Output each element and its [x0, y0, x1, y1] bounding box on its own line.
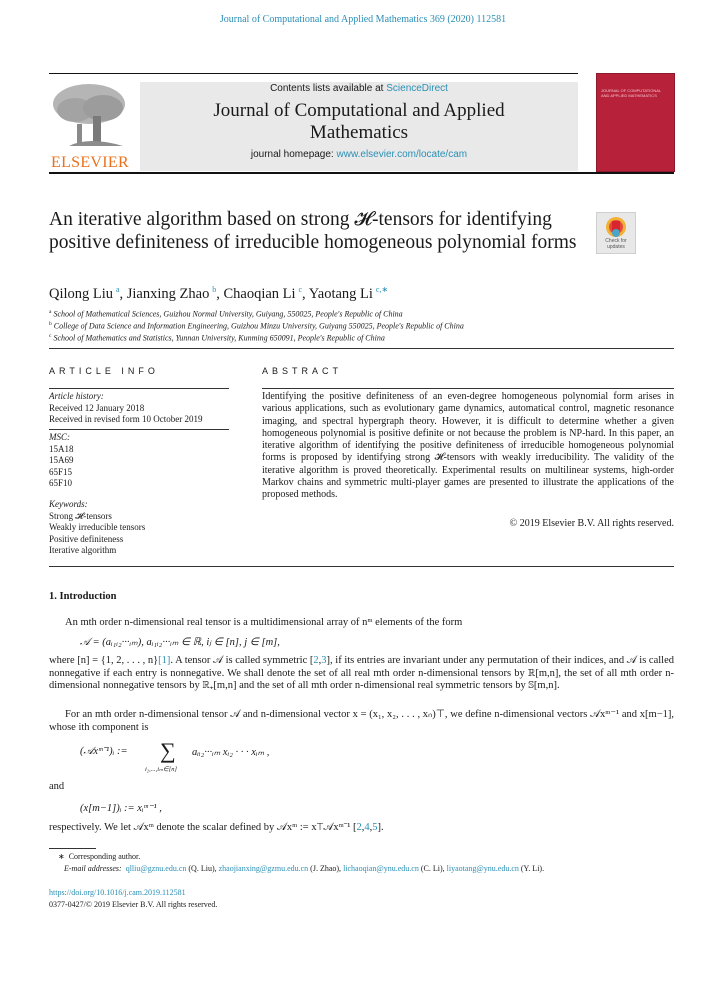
check-for-updates-button[interactable]	[596, 212, 636, 254]
article-info-rule	[49, 388, 229, 389]
equation-tensor-def: 𝒜 = (aᵢ₁ᵢ₂···ᵢₘ), aᵢ₁ᵢ₂···ᵢₘ ∈ ℝ, iⱼ ∈ [n], j ∈ [m],	[80, 637, 280, 648]
intro-paragraph-2: where [n] = {1, 2, . . . , n}[1]. A tensor 𝒜 is called symmetric [2,3], if its entries are invariant under any permutation of their indices, and 𝒜 is called nonnegative if each entry is nonnegative. We shall denote the set of all real mth order n-dimensional tensors by ℝ[m,n], the set of all mth order n-dimensional nonnegative tensors by ℝ₊[m,n] and the set of all mth order n-dimensional real symmetric tensors by 𝕊[m,n].	[49, 655, 674, 692]
msc-code: 15A69	[49, 455, 74, 465]
email-addresses: E-mail addresses: qlliu@gznu.edu.cn (Q. Liu), zhaojianxing@gzmu.edu.cn (J. Zhao), lichaoqian@ynu.edu.cn (C. Li), liyaotang@ynu.edu.cn (Y. Li).	[64, 864, 545, 873]
received-date: Received 12 January 2018	[49, 402, 145, 413]
homepage-link[interactable]: www.elsevier.com/locate/cam	[336, 149, 468, 160]
keyword: Positive definiteness	[49, 533, 124, 544]
msc-code: 65F15	[49, 466, 73, 477]
author-affiliation-link[interactable]: a	[115, 285, 120, 294]
section-rule	[49, 348, 674, 349]
equation-x-power: (x[m−1])ᵢ := xᵢᵐ⁻¹ ,	[80, 803, 162, 814]
check-updates-icon	[605, 216, 627, 238]
author: Yaotang Li	[308, 285, 373, 302]
cover-title: JOURNAL OF COMPUTATIONAL AND APPLIED MATHEMATICS	[601, 88, 662, 98]
equation-ax-rhs: aᵢᵢ₂···ᵢₘ xᵢ₂ · · · xᵢₘ ,	[192, 747, 270, 758]
author-list: Qilong Liu $^a$, Jianxing Zhao $^b$, Chaoqian Li $^c$, Yaotang Li $^{c,∗}$	[49, 285, 389, 302]
paper-title: An iterative algorithm based on strong 𝓗-tensors for identifying positive definiteness of irreducible homogeneous polynomial forms	[49, 209, 577, 253]
email-link[interactable]: liyaotang@ynu.edu.cn	[446, 864, 519, 873]
article-history: Article history: Received 12 January 2018 Received in revised form 10 October 2019	[49, 391, 203, 424]
elsevier-wordmark: ELSEVIER	[51, 154, 129, 171]
keywords: Keywords: Strong 𝓗-tensors Weakly irreducible tensors Positive definiteness Iterative algorithm	[49, 499, 146, 555]
msc-code: 65F10	[49, 478, 73, 488]
citation-link[interactable]: 5	[372, 822, 378, 833]
affiliation: $^a$ School of Mathematical Sciences, Guizhou Normal University, Guiyang, 550025, People's Republic of China	[49, 309, 403, 319]
author-affiliation-link[interactable]: c	[298, 285, 303, 294]
homepage-line: journal homepage: www.elsevier.com/locate/cam	[250, 149, 468, 160]
doi-link[interactable]: https://doi.org/10.1016/j.cam.2019.112581	[49, 888, 186, 897]
citation-link[interactable]: [1]	[158, 655, 171, 666]
and-text: and	[49, 781, 65, 792]
section-heading-introduction: 1. Introduction	[49, 591, 117, 602]
front-matter-end-rule	[49, 566, 674, 567]
author: Chaoqian Li	[223, 285, 296, 302]
author: Jianxing Zhao	[126, 285, 210, 302]
citation-link[interactable]: 3	[321, 655, 327, 666]
author: Qilong Liu	[49, 285, 114, 302]
keyword: Strong 𝓗-tensors	[49, 510, 112, 521]
masthead-top-rule	[49, 73, 578, 74]
intro-paragraph-3: For an mth order n-dimensional tensor 𝒜 and n-dimensional vector x = (x₁, x₂, . . . , xₙ)⊤, we define n-dimensional vectors 𝒜xᵐ⁻¹ and x[m−1], whose ith component is	[49, 709, 674, 733]
affiliation: $^c$ School of Mathematics and Statistics, Yunnan University, Kunming 650091, People's Republic of China	[49, 333, 385, 343]
summation-symbol: ∑	[160, 738, 176, 763]
abstract-copyright: © 2019 Elsevier B.V. All rights reserved.	[509, 518, 674, 529]
summation-index: i₂,...,iₘ∈[n]	[145, 766, 178, 773]
revised-date: Received in revised form 10 October 2019	[49, 414, 203, 424]
keyword: Iterative algorithm	[49, 545, 117, 555]
keyword: Weakly irreducible tensors	[49, 522, 146, 532]
journal-banner	[140, 82, 578, 171]
msc-code: 15A18	[49, 443, 74, 454]
abstract-text: Identifying the positive definiteness of an even-degree homogeneous polynomial form arises in various applications, such as evolutionary game dynamics, automatical control, magnetic resonance imaging, and spectral hypergraph theory. However, it is difficult to determine whether a given homogeneous polynomial is positive definite or not because the problem is NP-hard. In this paper, an iterative algorithm of identifying the positive definiteness of irreducible homogeneous polynomial forms is proposed by identifying strong 𝓗-tensors with weakly irreducibility. The validity of the iterative algorithm is proved theoretically. Experimental results on multilinear systems, high-order Markov chains and symmetric multi-player games are presented to illustrate the applications of the proposed methods.	[262, 391, 674, 501]
contents-line: Contents lists available at ScienceDirect	[270, 83, 448, 94]
abstract-heading: ABSTRACT	[262, 366, 343, 376]
running-head: Journal of Computational and Applied Mathematics 369 (2020) 112581	[219, 14, 507, 25]
intro-paragraph-4: respectively. We let 𝒜xᵐ denote the scalar defined by 𝒜xᵐ := x⊤𝒜xᵐ⁻¹ [2,4,5].	[49, 822, 384, 833]
check-updates-label: Check for updates	[605, 238, 627, 250]
msc-codes: MSC: 15A18 15A69 65F15 65F10	[49, 432, 74, 488]
affiliation: $^b$ College of Data Science and Information Engineering, Guizhou Minzu University, Guiyang 550025, People's Republic of China	[49, 321, 464, 331]
article-info-heading: ARTICLE INFO	[49, 366, 159, 376]
issn-copyright: 0377-0427/© 2019 Elsevier B.V. All rights reserved.	[49, 900, 218, 909]
author-affiliation-link[interactable]: b	[212, 285, 217, 294]
footnote-rule	[49, 848, 96, 849]
email-link[interactable]: zhaojianxing@gzmu.edu.cn	[218, 864, 309, 873]
intro-paragraph-1: An mth order n-dimensional real tensor is a multidimensional array of nᵐ elements of the form	[65, 617, 463, 628]
author-affiliation-link[interactable]: c,∗	[375, 285, 389, 294]
journal-title: Journal of Computational and Applied Mathematics	[213, 100, 505, 143]
masthead-bottom-rule	[49, 172, 674, 174]
corresponding-author-note: ∗ Corresponding author.	[58, 852, 141, 861]
sciencedirect-link[interactable]: ScienceDirect	[386, 83, 448, 94]
article-info-rule	[49, 429, 229, 430]
equation-ax-component: (𝒜xᵐ⁻¹)ᵢ :=	[80, 746, 128, 757]
citation-link[interactable]: 2	[313, 655, 319, 666]
citation-link[interactable]: 4	[364, 822, 370, 833]
email-link[interactable]: lichaoqian@ynu.edu.cn	[343, 864, 419, 873]
email-link[interactable]: qlliu@gznu.edu.cn	[125, 864, 187, 873]
citation-link[interactable]: 2	[356, 822, 362, 833]
abstract-rule	[262, 388, 674, 389]
